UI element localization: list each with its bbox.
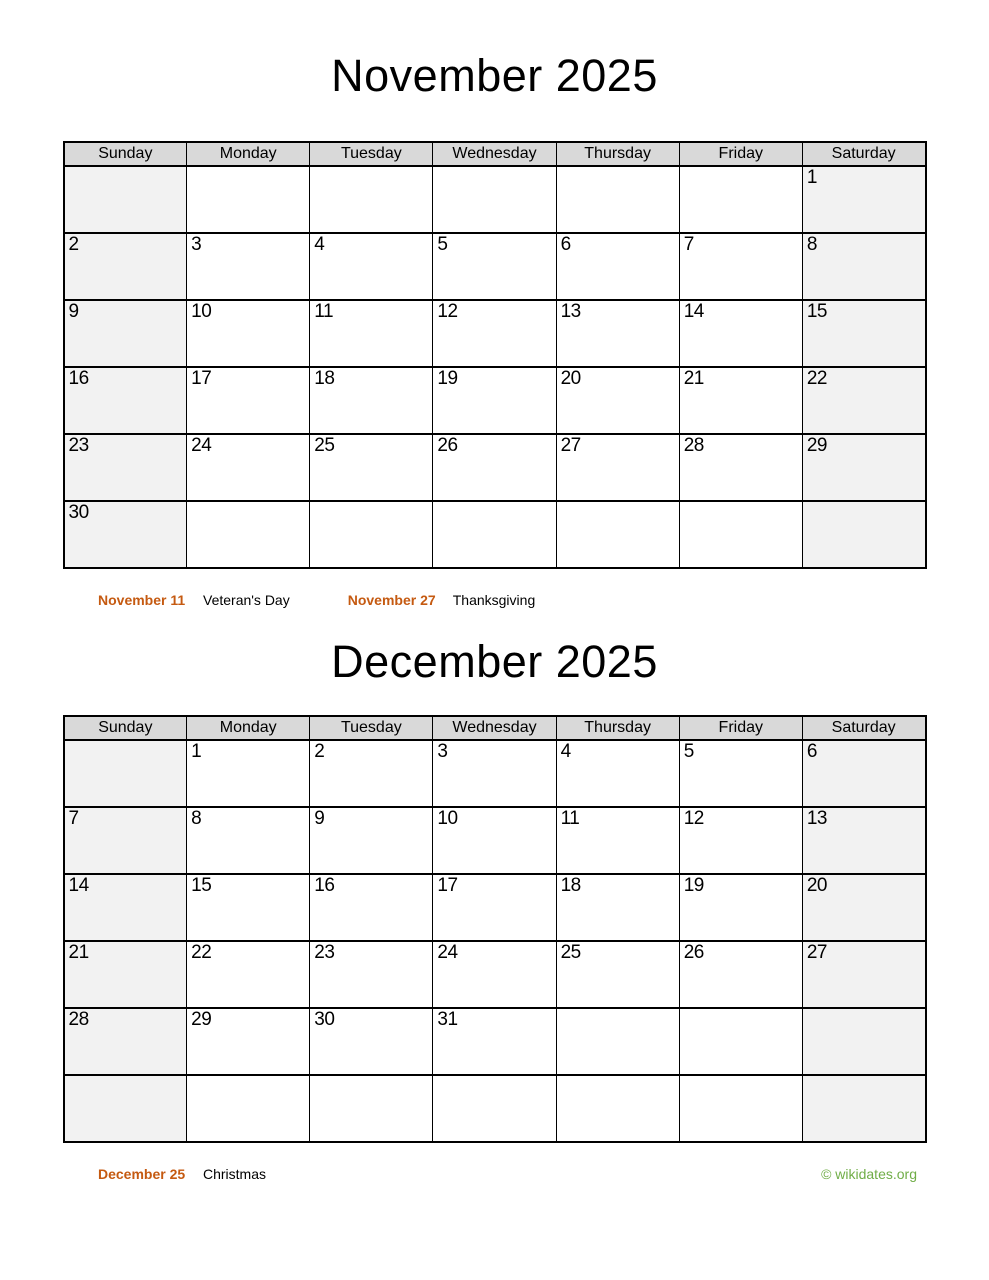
date-number: 8 <box>806 233 817 255</box>
date-number: 11 <box>560 808 580 830</box>
holiday-date: November 11 <box>98 591 186 608</box>
date-number: 12 <box>437 300 458 322</box>
date-number: 20 <box>806 875 827 897</box>
day-cell <box>187 740 310 807</box>
date-number <box>557 167 679 168</box>
holiday-row <box>98 1166 917 1183</box>
day-cell <box>187 1008 310 1075</box>
day-cell <box>310 367 433 434</box>
day-cell <box>679 166 802 233</box>
day-cell <box>802 807 925 874</box>
day-cell <box>556 1008 679 1075</box>
day-cell <box>679 434 802 501</box>
day-cell <box>433 807 556 874</box>
weekday-header: Friday <box>679 716 802 740</box>
day-cell <box>187 166 310 233</box>
date-number: 26 <box>683 942 704 964</box>
date-number: 11 <box>314 300 334 322</box>
holiday-date: December 25 <box>98 1166 186 1183</box>
date-number: 9 <box>68 300 79 322</box>
day-cell <box>679 367 802 434</box>
date-number: 4 <box>314 233 325 255</box>
date-number: 2 <box>314 741 325 763</box>
day-cell <box>802 501 925 568</box>
date-number: 14 <box>68 875 89 897</box>
day-cell <box>556 501 679 568</box>
day-cell <box>433 941 556 1008</box>
day-cell <box>310 874 433 941</box>
date-number: 24 <box>437 942 458 964</box>
day-cell <box>679 1008 802 1075</box>
week-row <box>64 1075 926 1142</box>
week-row <box>64 941 926 1008</box>
date-number: 14 <box>683 300 704 322</box>
date-number: 27 <box>560 434 581 456</box>
month-title: December 2025 <box>331 635 658 687</box>
day-cell <box>802 740 925 807</box>
date-number: 18 <box>314 367 335 389</box>
calendar-table <box>63 141 927 569</box>
month-title: November 2025 <box>331 50 658 101</box>
day-cell <box>433 1075 556 1142</box>
day-cell <box>556 434 679 501</box>
day-cell <box>679 874 802 941</box>
copyright-link[interactable]: © wikidates.org <box>821 1166 917 1183</box>
weekday-header: Wednesday <box>433 142 556 166</box>
date-number: 30 <box>68 501 89 523</box>
day-cell <box>433 874 556 941</box>
day-cell <box>556 874 679 941</box>
month-calendar <box>0 636 989 1184</box>
date-number: 1 <box>806 166 817 188</box>
day-cell <box>679 1075 802 1142</box>
month-calendar <box>0 50 989 609</box>
day-cell <box>187 233 310 300</box>
day-cell <box>679 233 802 300</box>
date-number <box>803 1076 925 1077</box>
weekday-header: Saturday <box>802 142 925 166</box>
date-number: 25 <box>314 434 335 456</box>
day-cell <box>187 874 310 941</box>
date-number: 6 <box>806 741 817 763</box>
day-cell <box>433 434 556 501</box>
date-number: 2 <box>68 233 79 255</box>
day-cell <box>64 941 187 1008</box>
date-number: 3 <box>437 741 448 763</box>
day-cell <box>64 740 187 807</box>
weekday-header-row <box>64 142 926 166</box>
date-number <box>187 1076 309 1077</box>
weekday-header: Monday <box>187 142 310 166</box>
week-row <box>64 233 926 300</box>
date-number: 21 <box>683 367 704 389</box>
date-number: 15 <box>191 875 212 897</box>
day-cell <box>556 807 679 874</box>
day-cell <box>433 740 556 807</box>
week-row <box>64 166 926 233</box>
date-number: 23 <box>314 942 335 964</box>
date-number <box>557 1076 679 1077</box>
day-cell <box>187 1075 310 1142</box>
date-number <box>680 502 802 503</box>
weekday-header: Tuesday <box>310 716 433 740</box>
date-number: 19 <box>437 367 458 389</box>
day-cell <box>310 233 433 300</box>
date-number: 24 <box>191 434 212 456</box>
day-cell <box>310 1075 433 1142</box>
date-number <box>310 167 432 168</box>
date-number: 28 <box>68 1009 89 1031</box>
week-row <box>64 874 926 941</box>
holiday-item <box>98 592 290 609</box>
day-cell <box>556 166 679 233</box>
date-number <box>310 502 432 503</box>
date-number: 25 <box>560 942 581 964</box>
date-number <box>187 502 309 503</box>
day-cell <box>802 367 925 434</box>
date-number: 12 <box>683 808 704 830</box>
date-number: 3 <box>191 233 202 255</box>
day-cell <box>556 233 679 300</box>
day-cell <box>187 434 310 501</box>
holiday-date: November 27 <box>347 591 436 608</box>
day-cell <box>433 367 556 434</box>
date-number <box>803 1009 925 1010</box>
day-cell <box>64 807 187 874</box>
weekday-header: Tuesday <box>310 142 433 166</box>
date-number <box>680 1009 802 1010</box>
weekday-header-row <box>64 716 926 740</box>
date-number: 17 <box>437 875 458 897</box>
day-cell <box>310 807 433 874</box>
date-number: 22 <box>191 942 212 964</box>
date-number: 9 <box>314 808 325 830</box>
day-cell <box>679 501 802 568</box>
day-cell <box>802 300 925 367</box>
day-cell <box>64 233 187 300</box>
day-cell <box>433 1008 556 1075</box>
date-number: 23 <box>68 434 89 456</box>
week-row <box>64 367 926 434</box>
day-cell <box>679 740 802 807</box>
week-row <box>64 807 926 874</box>
weekday-header: Monday <box>187 716 310 740</box>
date-number: 5 <box>683 741 694 763</box>
day-cell <box>802 434 925 501</box>
day-cell <box>802 1008 925 1075</box>
day-cell <box>802 1075 925 1142</box>
day-cell <box>433 300 556 367</box>
day-cell <box>556 300 679 367</box>
date-number <box>433 1076 555 1077</box>
day-cell <box>310 740 433 807</box>
date-number: 27 <box>806 942 827 964</box>
day-cell <box>64 1075 187 1142</box>
weekday-header: Sunday <box>64 142 187 166</box>
day-cell <box>64 501 187 568</box>
day-cell <box>556 740 679 807</box>
holiday-name: Veteran's Day <box>203 591 290 608</box>
day-cell <box>433 501 556 568</box>
day-cell <box>310 1008 433 1075</box>
day-cell <box>310 434 433 501</box>
date-number: 6 <box>560 233 571 255</box>
date-number <box>433 167 555 168</box>
holiday-name: Thanksgiving <box>452 591 536 608</box>
day-cell <box>187 941 310 1008</box>
date-number: 18 <box>560 875 581 897</box>
date-number: 16 <box>68 367 89 389</box>
day-cell <box>310 300 433 367</box>
date-number <box>557 1009 679 1010</box>
date-number <box>65 741 187 742</box>
date-number: 30 <box>314 1009 335 1031</box>
day-cell <box>310 166 433 233</box>
week-row <box>64 1008 926 1075</box>
date-number: 13 <box>806 808 827 830</box>
day-cell <box>802 233 925 300</box>
holiday-row <box>98 592 917 609</box>
date-number: 10 <box>191 300 212 322</box>
date-number: 19 <box>683 875 704 897</box>
week-row <box>64 501 926 568</box>
holiday-item <box>98 1166 266 1183</box>
day-cell <box>310 501 433 568</box>
date-number: 22 <box>806 367 827 389</box>
day-cell <box>64 874 187 941</box>
day-cell <box>64 367 187 434</box>
weekday-header: Wednesday <box>433 716 556 740</box>
day-cell <box>310 941 433 1008</box>
weekday-header: Sunday <box>64 716 187 740</box>
date-number: 1 <box>191 741 202 763</box>
date-number <box>680 1076 802 1077</box>
day-cell <box>802 874 925 941</box>
day-cell <box>64 166 187 233</box>
day-cell <box>679 300 802 367</box>
week-row <box>64 740 926 807</box>
date-number: 20 <box>560 367 581 389</box>
day-cell <box>433 233 556 300</box>
date-number: 7 <box>68 808 79 830</box>
week-row <box>64 300 926 367</box>
day-cell <box>679 807 802 874</box>
date-number <box>557 502 679 503</box>
holiday-item <box>348 592 536 609</box>
holiday-name: Christmas <box>203 1166 267 1183</box>
date-number: 17 <box>191 367 212 389</box>
date-number: 8 <box>191 808 202 830</box>
day-cell <box>679 941 802 1008</box>
date-number: 21 <box>68 942 89 964</box>
calendar-table <box>63 715 927 1143</box>
date-number <box>433 502 555 503</box>
date-number: 10 <box>437 808 458 830</box>
date-number: 7 <box>683 233 694 255</box>
day-cell <box>556 367 679 434</box>
date-number: 28 <box>683 434 704 456</box>
date-number: 13 <box>560 300 581 322</box>
weekday-header: Thursday <box>556 716 679 740</box>
date-number <box>65 167 187 168</box>
day-cell <box>802 166 925 233</box>
weekday-header: Saturday <box>802 716 925 740</box>
date-number <box>65 1076 187 1077</box>
day-cell <box>187 501 310 568</box>
day-cell <box>556 1075 679 1142</box>
date-number <box>680 167 802 168</box>
date-number <box>310 1076 432 1077</box>
date-number <box>187 167 309 168</box>
day-cell <box>433 166 556 233</box>
date-number: 5 <box>437 233 448 255</box>
date-number: 15 <box>806 300 827 322</box>
day-cell <box>802 941 925 1008</box>
day-cell <box>64 300 187 367</box>
weekday-header: Friday <box>679 142 802 166</box>
date-number <box>803 502 925 503</box>
date-number: 29 <box>191 1009 212 1031</box>
date-number: 31 <box>437 1009 458 1031</box>
day-cell <box>64 1008 187 1075</box>
date-number: 29 <box>806 434 827 456</box>
date-number: 16 <box>314 875 335 897</box>
day-cell <box>64 434 187 501</box>
date-number: 26 <box>437 434 458 456</box>
day-cell <box>187 807 310 874</box>
weekday-header: Thursday <box>556 142 679 166</box>
date-number: 4 <box>560 741 571 763</box>
day-cell <box>556 941 679 1008</box>
week-row <box>64 434 926 501</box>
day-cell <box>187 367 310 434</box>
day-cell <box>187 300 310 367</box>
